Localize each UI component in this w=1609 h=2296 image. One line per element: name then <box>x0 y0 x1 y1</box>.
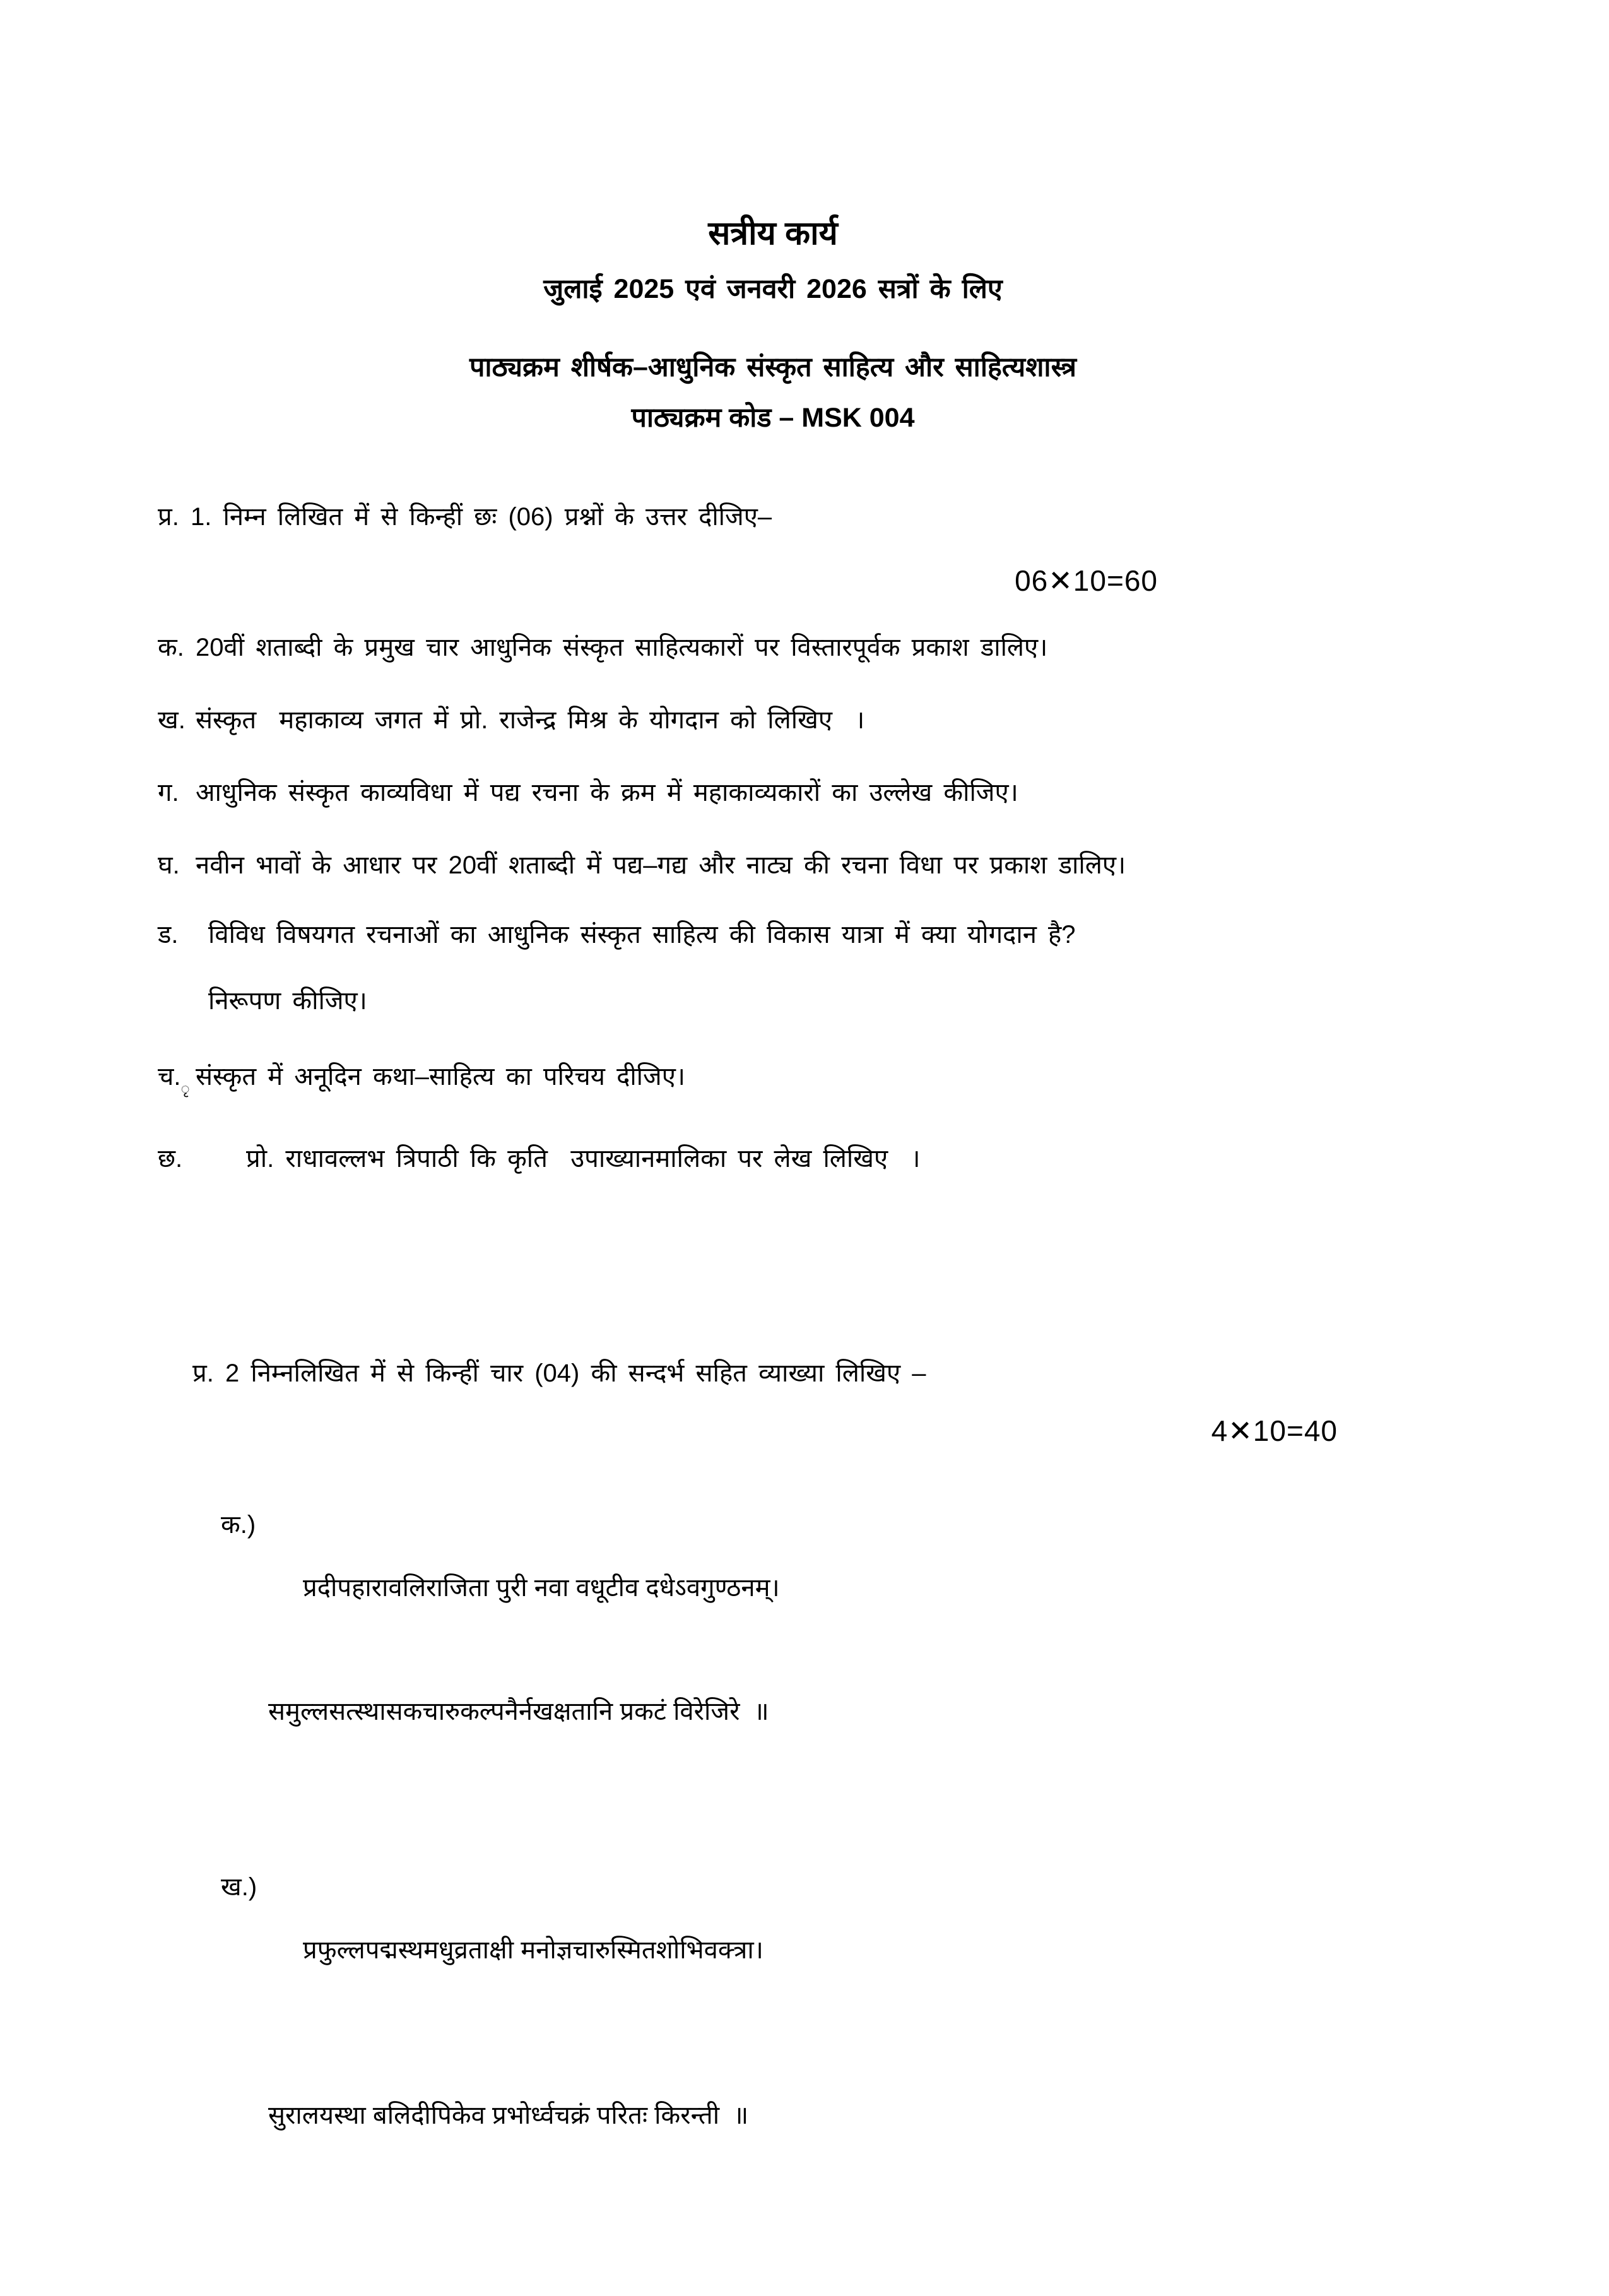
question1-marks: 06✕10=60 <box>1015 564 1158 597</box>
item-label: क. <box>158 634 184 661</box>
page-title: सत्रीय कार्य <box>708 215 838 252</box>
verse-lines <box>268 1871 763 2194</box>
item-text: संस्कृत में अनूदिन कथा–साहित्य का परिचय दीजिए। <box>196 1063 686 1091</box>
course-code-line: पाठ्यक्रम कोड – MSK 004 <box>631 403 915 433</box>
item-label: ड. <box>158 921 179 949</box>
question2-verse-kha <box>221 1871 1609 2194</box>
verse-lines <box>268 1509 780 1790</box>
assignment-document-page <box>0 213 1609 2296</box>
question1-item-nga <box>158 919 1609 950</box>
item-text: 20वीं शताब्दी के प्रमुख चार आधुनिक संस्कृत साहित्यकारों पर विस्तारपूर्वक प्रकाश डालिए। <box>196 634 1048 661</box>
item-text: आधुनिक संस्कृत काव्यविधा में पद्य रचना के क्रम में महाकाव्यकारों का उल्लेख कीजिए। <box>196 779 1018 807</box>
course-title-line: पाठ्यक्रम शीर्षक–आधुनिक संस्कृत साहित्य और साहित्यशास्त्र <box>469 352 1077 382</box>
verse-line-1: प्रफुल्लपद्मस्थमधुव्रताक्षी मनोज्ञचारुस्मितशोभिवक्त्रा। <box>303 1936 763 1964</box>
question1-heading: प्र. 1. निम्न लिखित में से किन्हीं छः (06) प्रश्नों के उत्तर दीजिए– <box>158 503 772 531</box>
item-text: संस्कृत महाकाव्य जगत में प्रो. राजेन्द्र मिश्र के योगदान को लिखिए । <box>196 706 865 734</box>
item-label: घ. <box>158 851 180 879</box>
question1-item-chha <box>158 1143 1609 1175</box>
question1-item-ga <box>158 777 1609 808</box>
question2-marks: 4✕10=40 <box>1211 1414 1338 1447</box>
verse-label: क.) <box>221 1511 256 1539</box>
item-label: ख. <box>158 706 186 734</box>
item-label-subscript: ृ <box>180 1080 190 1098</box>
question1-item-kha <box>158 704 1609 736</box>
item-label <box>158 1061 196 1105</box>
verse-line-2: समुल्लसत्स्थासकचारुकल्पनैर्नखक्षतानि प्रकटं विरेजिरे ॥ <box>268 1698 769 1725</box>
verse-line-2: सुरालयस्था बलिदीपिकेव प्रभोर्ध्वचक्रं परितः किरन्ती ॥ <box>268 2102 749 2129</box>
item-text: नवीन भावों के आधार पर 20वीं शताब्दी में पद्य–गद्य और नाट्य की रचना विधा पर प्रकाश डालिए। <box>196 851 1126 879</box>
item-label: छ. <box>158 1145 183 1173</box>
document-header <box>0 213 1546 434</box>
session-subtitle: जुलाई 2025 एवं जनवरी 2026 सत्रों के लिए <box>543 274 1003 304</box>
item-label-main: च. <box>158 1063 181 1091</box>
question1-item-nga-continuation: निरूपण कीजिए। <box>208 987 367 1015</box>
question2-verse-ka <box>221 1509 1609 1790</box>
verse-label: ख.) <box>221 1873 257 1901</box>
verse-line-1: प्रदीपहारावलिराजिता पुरी नवा वधूटीव दधेऽवगुण्ठनम्। <box>303 1574 780 1602</box>
question1-item-gha <box>158 849 1609 881</box>
question1-item-cha <box>158 1061 1609 1105</box>
item-text: प्रो. राधावल्लभ त्रिपाठी कि कृति उपाख्यानमालिका पर लेख लिखिए । <box>246 1145 921 1173</box>
question1-item-ka <box>158 632 1609 663</box>
question2-heading: प्र. 2 निम्नलिखित में से किन्हीं चार (04) की सन्दर्भ सहित व्याख्या लिखिए – <box>192 1359 926 1387</box>
item-text: विविध विषयगत रचनाओं का आधुनिक संस्कृत साहित्य की विकास यात्रा में क्या योगदान है? <box>208 921 1076 949</box>
item-label: ग. <box>158 779 179 807</box>
